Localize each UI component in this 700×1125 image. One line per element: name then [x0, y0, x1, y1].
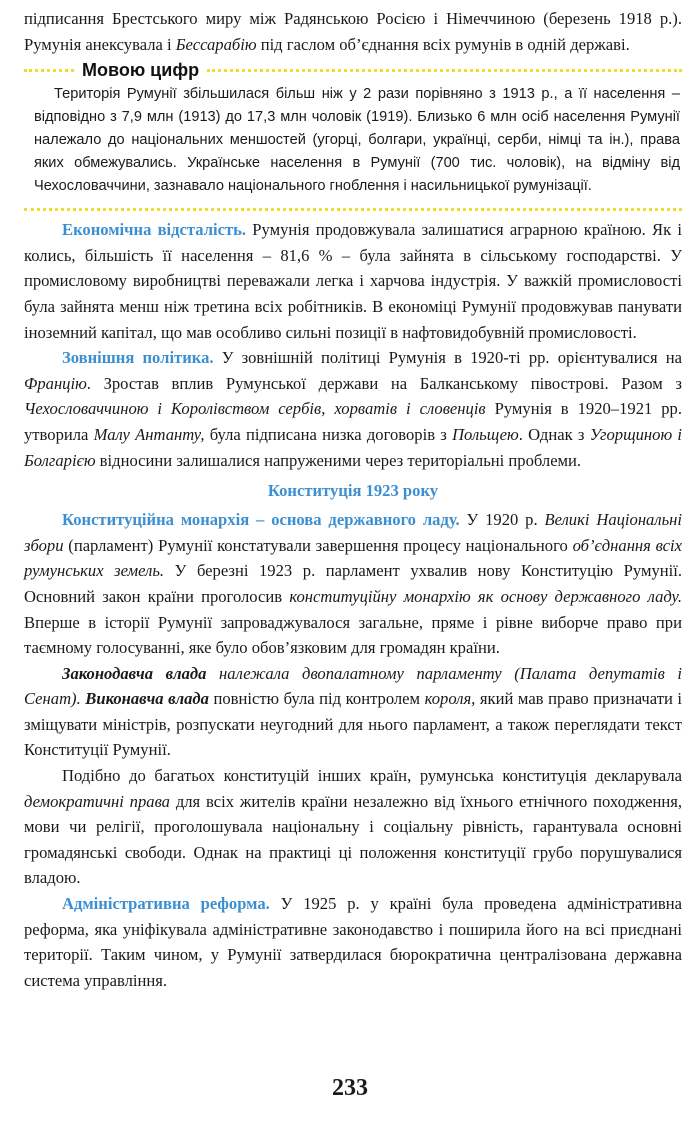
economy-paragraph: Економічна відсталість. Румунія продовжувала залишатися аграрною країною. Як і колись, більшість її населення – 81,6 % – була зайнята в сільському господарстві. У промисловому виробництві переважали легка і харчова індустрія. У важкій промисловості була зайнята менш ніж третина всіх робітників. В економіці Румунії продовжував панувати іноземний капітал, що мав особливо сильні позиції в нафтовидобувній промисловості.: [24, 220, 682, 342]
facts-box-title: Мовою цифр: [82, 59, 200, 80]
foreign-policy-heading: Зовнішня політика.: [62, 348, 214, 368]
dotted-divider: [207, 69, 682, 72]
page-number: 233: [332, 1075, 368, 1101]
facts-box-text: Територія Румунії збільшилася більш ніж у 2 рази порівняно з 1913 р., а її населення – відповідно з 7,9 млн (1913) до 17,3 млн чоловік (1919). Близько 6 млн осіб населення Румунії належало до національних меншостей (угорці, болгари, українці, серби, німці та ін.), права яких обмежувались. Українське населення в Румунії (700 тис. чоловік), на відміну від Чехословаччини, зазнавало національного гноблення і насильницької румунізації.: [34, 86, 680, 195]
monarchy-heading: Конституційна монархія – основа державного ладу.: [62, 510, 460, 530]
admin-reform-paragraph: Адміністративна реформа. У 1925 р. у країні була проведена адміністративна реформа, яка уніфікувала адміністративне законодавство і поширила його на всі приєднані території. Таким чином, у Румунії затвердилася бюрократична централізована державна система управління.: [24, 894, 682, 990]
dotted-divider: [24, 69, 74, 72]
power-paragraph: Законодавча влада належала двопалатному парламенту (Палата депутатів і Сенат). Виконавча влада повністю була під контролем короля, який мав право призначати і зміщувати міністрів, розпускати неугодний для нього парламент, а також переглядати текст Конституції Румунії.: [24, 663, 683, 760]
facts-box-header: [24, 59, 682, 81]
foreign-policy-paragraph: Зовнішня політика. У зовнішній політиці Румунія в 1920-ті рр. орієнтувалися на Францію. Зростав вплив Румунської держави на Балканському півострові. Разом з Чехословаччиною і Королівством сербів, хорватів і словенців Румунія в 1920–1921 рр. утворила Малу Антанту, була підписана низка договорів з Польщею. Однак з Угорщиною і Болгарією відносини залишалися напруженими через територіальні проблеми.: [24, 348, 683, 470]
intro-paragraph: підписання Брестського миру між Радянською Росією і Німеччиною (березень 1918 р.). Румунія анексувала і Бессарабію під гаслом об’єднання всіх румунів в одній державі.: [24, 9, 682, 54]
rights-paragraph: Подібно до багатьох конституцій інших країн, румунська конституція декларувала демократичні права для всіх жителів країни незалежно від їхнього етнічного походження, мови чи релігії, проголошувала національну і соціальну рівність, гарантувала основні громадянські свободи. Однак на практиці ці положення конституції грубо порушувалися владою.: [24, 766, 682, 888]
admin-reform-heading: Адміністративна реформа.: [62, 894, 270, 914]
section-title: Конституція 1923 року: [267, 481, 439, 501]
monarchy-paragraph: Конституційна монархія – основа державного ладу. У 1920 р. Великі Національні збори (парламент) Румунії констатували завершення процесу національного об’єднання всіх румунських земель. У березні 1923 р. парламент ухвалив нову Конституцію Румунії. Основний закон країни проголосив конституційну монархію як основу державного ладу. Вперше в історії Румунії запроваджувалося загальне, пряме і рівне виборче право при таємному голосуванні, яке було обов’язковим для громадян країни.: [24, 510, 683, 658]
dotted-divider: [24, 208, 682, 211]
economy-heading: Економічна відсталість.: [62, 220, 247, 240]
